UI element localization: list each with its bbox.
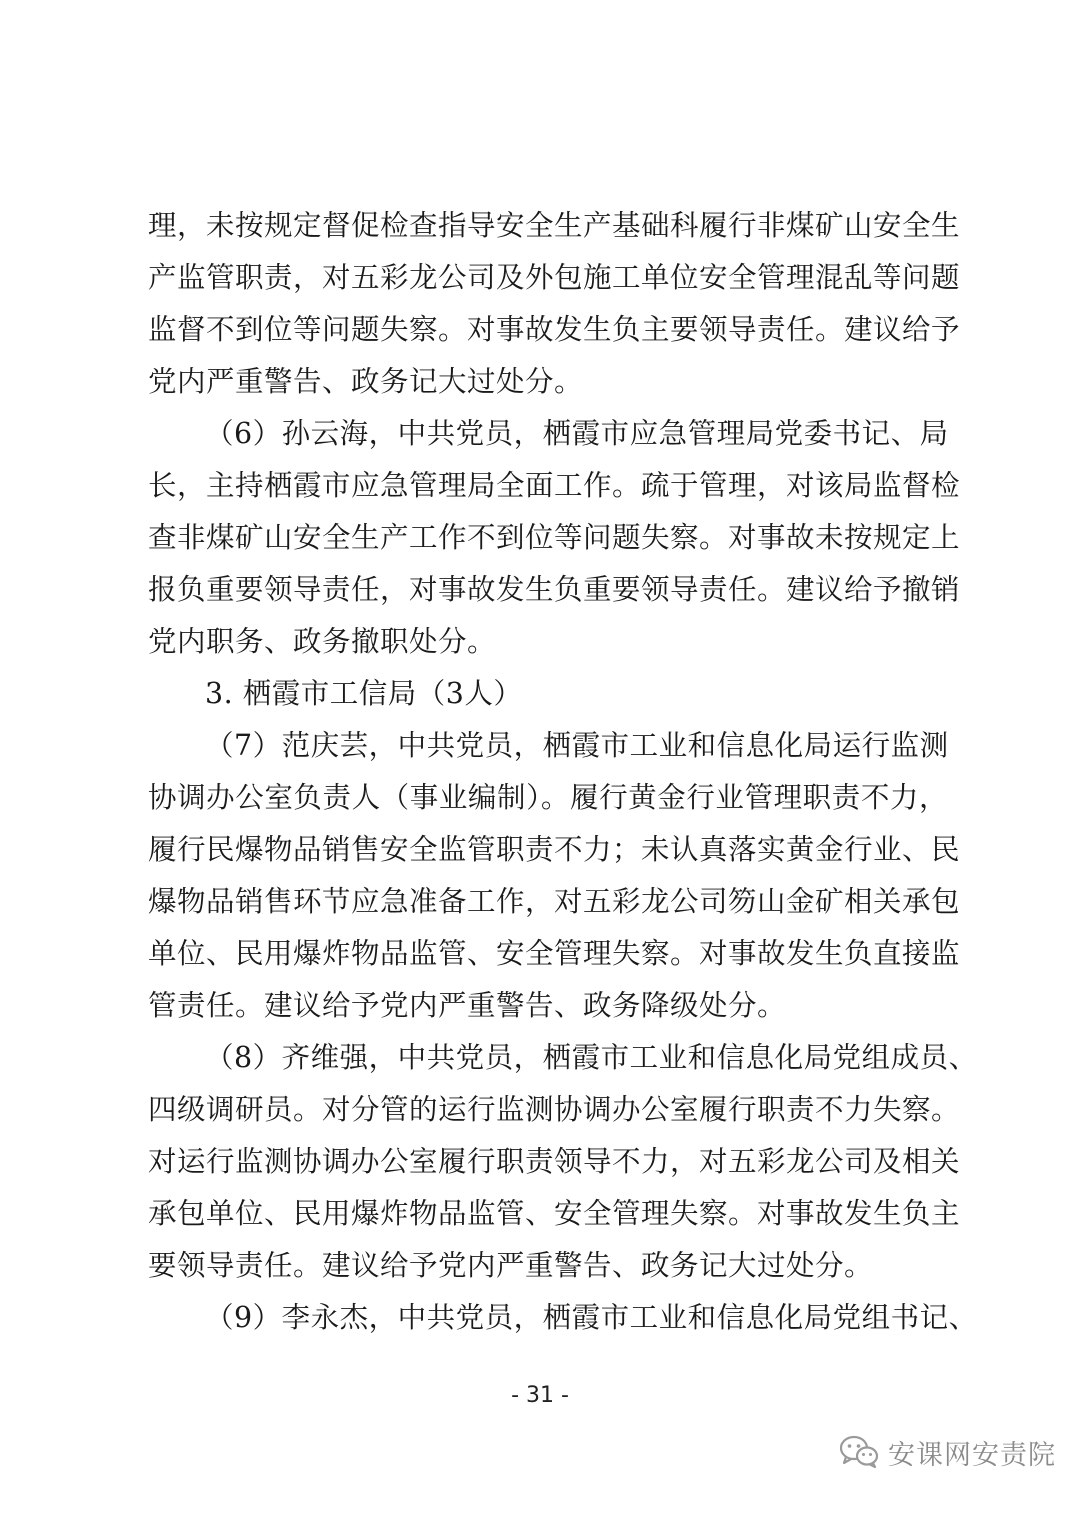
watermark-text: 安课网安责院	[888, 1439, 1056, 1471]
text-line: （6）孙云海，中共党员，栖霞市应急管理局党委书记、局	[205, 417, 949, 450]
text-line: 履行民爆物品销售安全监管职责不力；未认真落实黄金行业、民	[148, 833, 961, 866]
text-line: 查非煤矿山安全生产工作不到位等问题失察。对事故未按规定上	[148, 521, 961, 554]
text-line: 长，主持栖霞市应急管理局全面工作。疏于管理，对该局监督检	[148, 469, 961, 502]
text-line: 要领导责任。建议给予党内严重警告、政务记大过处分。	[148, 1249, 874, 1282]
text-line: 报负重要领导责任，对事故发生负重要领导责任。建议给予撤销	[148, 573, 961, 606]
text-line: 产监管职责，对五彩龙公司及外包施工单位安全管理混乱等问题	[148, 261, 961, 294]
section-heading: 3. 栖霞市工信局（3人）	[205, 677, 523, 710]
page-number: - 31 -	[511, 1383, 569, 1408]
text-line: 协调办公室负责人（事业编制）。履行黄金行业管理职责不力，	[148, 781, 948, 814]
text-line: 对运行监测协调办公室履行职责领导不力，对五彩龙公司及相关	[148, 1145, 961, 1178]
text-line: 党内职务、政务撤职处分。	[148, 625, 497, 658]
watermark	[838, 1428, 1056, 1476]
text-line: 党内严重警告、政务记大过处分。	[148, 365, 584, 398]
text-line: 四级调研员。对分管的运行监测协调办公室履行职责不力失察。	[148, 1093, 961, 1126]
text-line: 爆物品销售环节应急准备工作，对五彩龙公司笏山金矿相关承包	[148, 885, 961, 918]
wechat-icon	[838, 1434, 880, 1470]
text-line: 监督不到位等问题失察。对事故发生负主要领导责任。建议给予	[148, 313, 961, 346]
text-line: 管责任。建议给予党内严重警告、政务降级处分。	[148, 989, 787, 1022]
text-line: 承包单位、民用爆炸物品监管、安全管理失察。对事故发生负主	[148, 1197, 961, 1230]
text-line: （9）李永杰，中共党员，栖霞市工业和信息化局党组书记、	[205, 1301, 978, 1334]
text-line: 单位、民用爆炸物品监管、安全管理失察。对事故发生负直接监	[148, 937, 961, 970]
text-line: （8）齐维强，中共党员，栖霞市工业和信息化局党组成员、	[205, 1041, 978, 1074]
text-line: （7）范庆芸，中共党员，栖霞市工业和信息化局运行监测	[205, 729, 949, 762]
text-line: 理，未按规定督促检查指导安全生产基础科履行非煤矿山安全生	[148, 209, 961, 242]
